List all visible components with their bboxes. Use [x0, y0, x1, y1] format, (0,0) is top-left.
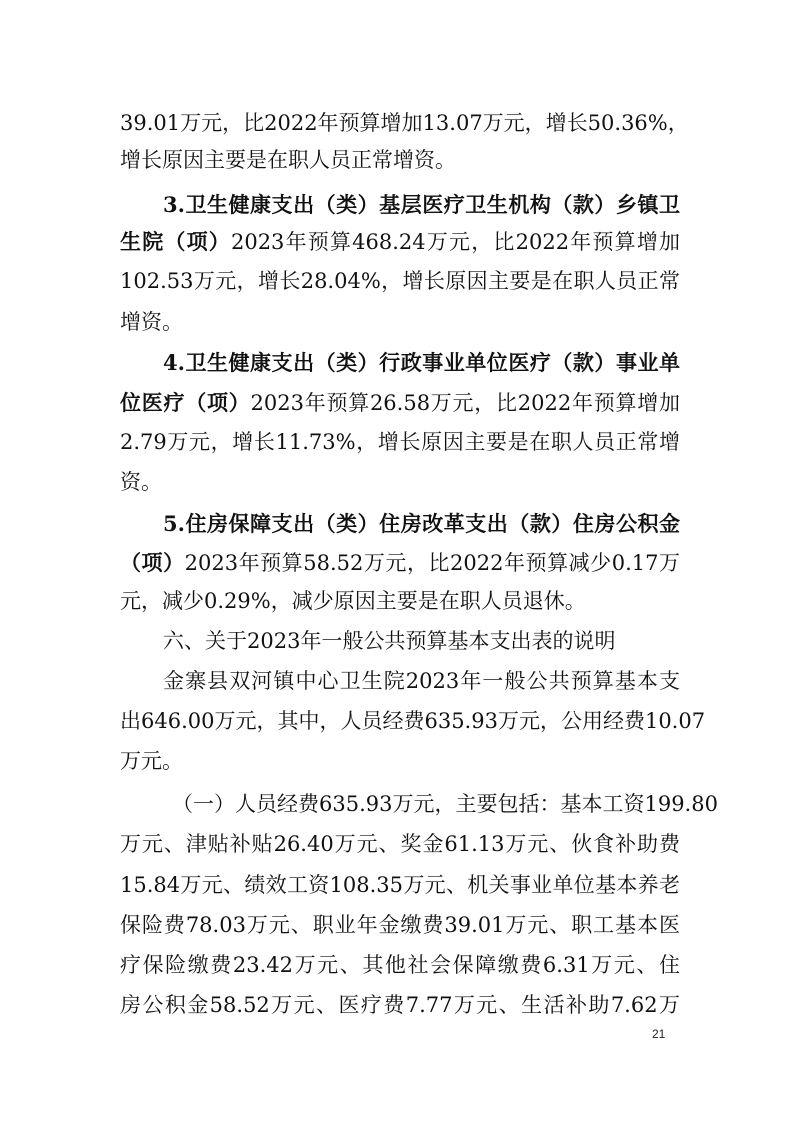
heading-continuation: （项） [120, 550, 185, 575]
heading-continuation: 位医疗（项） [120, 390, 251, 415]
text-line: 保险费78.03万元、职业年金缴费39.01万元、职工基本医 [120, 913, 680, 937]
text-line: 资。 [120, 470, 162, 494]
text-line: 15.84万元、绩效工资108.35万元、机关事业单位基本养老 [120, 873, 680, 897]
section-heading-5: 5.住房保障支出（类）住房改革支出（款）住房公积金 [163, 511, 680, 536]
text-line: 房公积金58.52万元、医疗费7.77万元、生活补助7.62万 [120, 993, 680, 1017]
section-heading-3: 3.卫生健康支出（类）基层医疗卫生机构（款）乡镇卫 [163, 192, 680, 217]
text-line: 102.53万元，增长28.04%，增长原因主要是在职人员正常 [120, 269, 680, 293]
page-number: 21 [652, 1027, 666, 1041]
text-line: 元，减少0.29%，减少原因主要是在职人员退休。 [120, 589, 586, 613]
line-text: 2023年预算58.52万元，比2022年预算减少0.17万 [184, 551, 681, 575]
section-heading-4: 4.卫生健康支出（类）行政事业单位医疗（款）事业单 [163, 350, 680, 375]
text-line: 增资。 [120, 310, 183, 334]
text-line: 金寨县双河镇中心卫生院2023年一般公共预算基本支 [163, 669, 680, 693]
heading-continuation: 生院（项） [120, 229, 231, 254]
text-line: 万元。 [120, 749, 183, 773]
text-line [120, 391, 680, 415]
line-text: 2023年预算26.58万元，比2022年预算增加 [250, 391, 680, 415]
text-line: 疗保险缴费23.42万元、其他社会保障缴费6.31万元、住 [120, 953, 680, 977]
text-line: （一）人员经费635.93万元，主要包括：基本工资199.80 [172, 792, 718, 816]
text-line: 2.79万元，增长11.73%，增长原因主要是在职人员正常增 [120, 430, 680, 454]
text-line [120, 551, 680, 575]
text-line [120, 230, 680, 254]
line-text: 2023年预算468.24万元，比2022年预算增加 [230, 230, 681, 254]
section-heading-6: 六、关于2023年一般公共预算基本支出表的说明 [163, 629, 616, 653]
text-line: 39.01万元，比2022年预算增加13.07万元，增长50.36%， [120, 111, 689, 135]
text-line: 万元、津贴补贴26.40万元、奖金61.13万元、伙食补助费 [120, 832, 680, 856]
text-line: 增长原因主要是在职人员正常增资。 [120, 148, 456, 172]
text-line: 出646.00万元，其中，人员经费635.93万元，公用经费10.07 [120, 709, 706, 733]
